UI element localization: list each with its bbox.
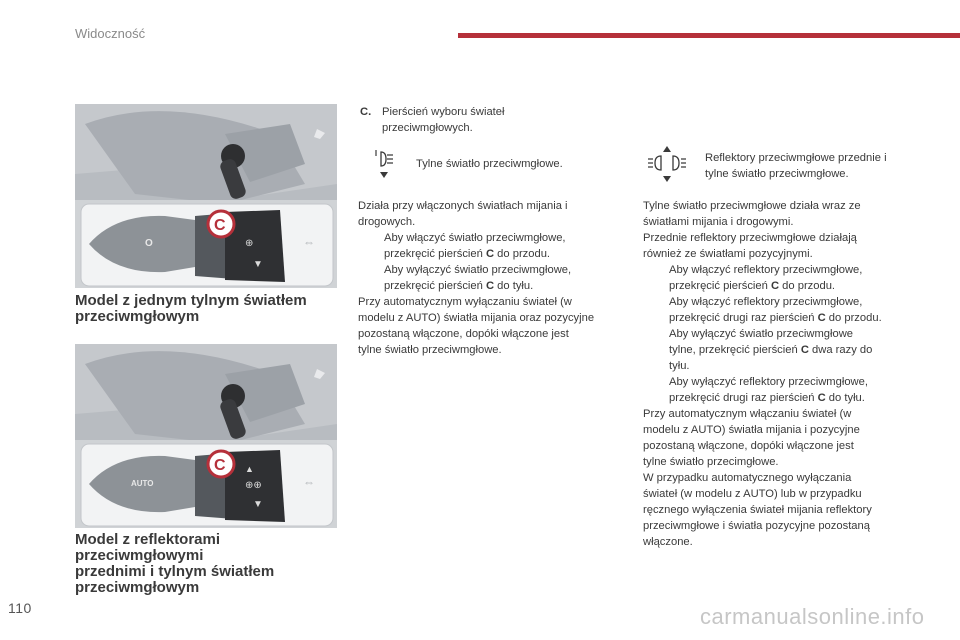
text-line: pozostaną włączone, dopóki włączone jest: [643, 440, 854, 452]
turn-signal-mark: ⇔: [303, 235, 315, 249]
text-line: dwa razy do: [808, 344, 873, 356]
text-line: modelu z AUTO) światła mijania oraz pozycyjne: [358, 312, 595, 324]
section-title: Widoczność: [75, 26, 146, 41]
text-line: Aby wyłączyć reflektory przeciwmgłowe,: [669, 376, 868, 388]
text-line: światłami mijania i drogowymi.: [643, 216, 794, 228]
text-line: przeciwmgłowe i światła pozycyjne pozostaną: [643, 520, 870, 532]
text-line: włączone.: [643, 536, 693, 548]
rear-fog-instructions: [358, 198, 633, 358]
text-line: świateł (w modelu z AUTO) lub w przypadku: [643, 488, 862, 500]
ring-c-letter: C.: [360, 106, 372, 118]
text-line: przekręcić pierścień: [384, 280, 486, 292]
text-line: Przy automatycznym wyłączaniu świateł (w: [358, 296, 572, 308]
svg-text:▼: ▼: [253, 259, 263, 270]
text-line: W przypadku automatycznego wyłączania: [643, 472, 852, 484]
text-line: Aby włączyć reflektory przeciwmgłowe,: [669, 264, 863, 276]
bullet-item: [643, 278, 943, 294]
text-line: do tyłu.: [494, 280, 534, 292]
front-rear-fog-legend: [647, 146, 917, 186]
caption-line: Model z jednym tylnym światłem: [75, 292, 307, 309]
ring-c-ref: C: [770, 280, 780, 292]
svg-text:▼: ▼: [253, 499, 263, 510]
ring-c-label: C: [214, 217, 226, 234]
bullet-item: [643, 374, 943, 390]
caption-line: Model z reflektorami: [75, 531, 221, 548]
stalk-illustration-1: [75, 104, 337, 288]
bullet-item: [643, 326, 943, 342]
text-line: Pierścień wyboru świateł: [382, 106, 505, 118]
bullet-item: [643, 390, 943, 406]
text-line: Aby wyłączyć światło przeciwmgłowe,: [384, 264, 572, 276]
text-line: do przodu.: [825, 312, 882, 324]
bullet-item: [358, 230, 633, 246]
text-line: tylne światło przeciwmgłowe.: [358, 344, 502, 356]
text-line: do przodu.: [779, 280, 836, 292]
text-line: przekręcić drugi raz pierścień: [669, 392, 818, 404]
rear-fog-light-icon: [372, 146, 396, 182]
text-line: tylne światło przecimgłowe.: [643, 456, 779, 468]
stalk-fog-symbol: ⊕: [245, 238, 254, 249]
text-line: Działa przy włączonych światłach mijania i: [358, 200, 568, 212]
caption-line: przeciwmgłowym: [75, 308, 200, 325]
ring-c-ref: C: [800, 344, 809, 356]
text-line: do przodu.: [494, 248, 551, 260]
text-line: przekręcić pierścień: [384, 248, 486, 260]
text-line: przekręcić pierścień: [669, 280, 771, 292]
off-mark: O: [145, 238, 153, 249]
stalk-illustration-2: [75, 344, 337, 528]
bullet-item: [643, 294, 943, 310]
ring-c-label: C: [214, 457, 226, 474]
bullet-item: [643, 358, 943, 374]
front-rear-fog-legend-text: tylne światło przeciwmgłowe.: [705, 168, 849, 180]
bullet-item: [643, 310, 943, 326]
text-line: przekręcić drugi raz pierścień: [669, 312, 818, 324]
rear-fog-legend: [372, 146, 612, 186]
text-line: do tyłu.: [825, 392, 865, 404]
text-line: Aby włączyć światło przeciwmgłowe,: [384, 232, 566, 244]
text-line: Przednie reflektory przeciwmgłowe działają: [643, 232, 857, 244]
bullet-item: [358, 278, 633, 294]
figure-stalk-rear-fog: [75, 104, 337, 288]
caption-front-rear-fog-model: [75, 532, 345, 596]
auto-mark: AUTO: [131, 479, 154, 488]
bullet-item: [358, 262, 633, 278]
page-number: 110: [8, 600, 32, 616]
front-rear-fog-instructions: [643, 198, 943, 550]
text-line: Aby włączyć reflektory przeciwmgłowe,: [669, 296, 863, 308]
header-accent-bar: [458, 33, 960, 38]
figure-stalk-front-rear-fog: [75, 344, 337, 528]
text-line: Aby wyłączyć światło przeciwmgłowe: [669, 328, 854, 340]
front-rear-fog-legend-text: Reflektory przeciwmgłowe przednie i: [705, 152, 887, 164]
bullet-item: [643, 262, 943, 278]
caption-rear-fog-model: [75, 293, 345, 325]
text-line: przeciwmgłowych.: [382, 122, 473, 134]
svg-text:▲: ▲: [245, 464, 254, 474]
ring-c-ref: C: [485, 280, 495, 292]
ring-c-ref: C: [817, 312, 826, 324]
stalk-fog-symbol: ⊕⊕: [245, 480, 262, 491]
text-line: tyłu.: [669, 360, 690, 372]
text-line: pozostaną włączone, dopóki włączone jest: [358, 328, 569, 340]
front-rear-fog-icon: [647, 146, 687, 188]
text-line: drogowych.: [358, 216, 416, 228]
text-line: tylne, przekręcić pierścień: [669, 344, 801, 356]
text-line: również ze światłami pozycyjnymi.: [643, 248, 813, 260]
caption-line: przeciwmgłowym: [75, 579, 200, 596]
text-line: ręcznego wyłączenia świateł mijania reflektory: [643, 504, 872, 516]
caption-line: przeciwmgłowymi: [75, 547, 204, 564]
bullet-item: [358, 246, 633, 262]
text-line: modelu z AUTO) światła mijania i pozycyjne: [643, 424, 860, 436]
caption-line: przednimi i tylnym światłem: [75, 563, 275, 580]
text-line: Przy automatycznym włączaniu świateł (w: [643, 408, 852, 420]
bullet-item: [643, 342, 943, 358]
turn-signal-mark: ⇔: [303, 475, 315, 489]
ring-c-ref: C: [485, 248, 495, 260]
ring-c-ref: C: [817, 392, 826, 404]
text-line: Tylne światło przeciwmgłowe działa wraz ze: [643, 200, 861, 212]
ring-c-description: [360, 104, 610, 136]
rear-fog-legend-text: Tylne światło przeciwmgłowe.: [416, 158, 563, 170]
watermark: carmanualsonline.info: [700, 604, 925, 629]
